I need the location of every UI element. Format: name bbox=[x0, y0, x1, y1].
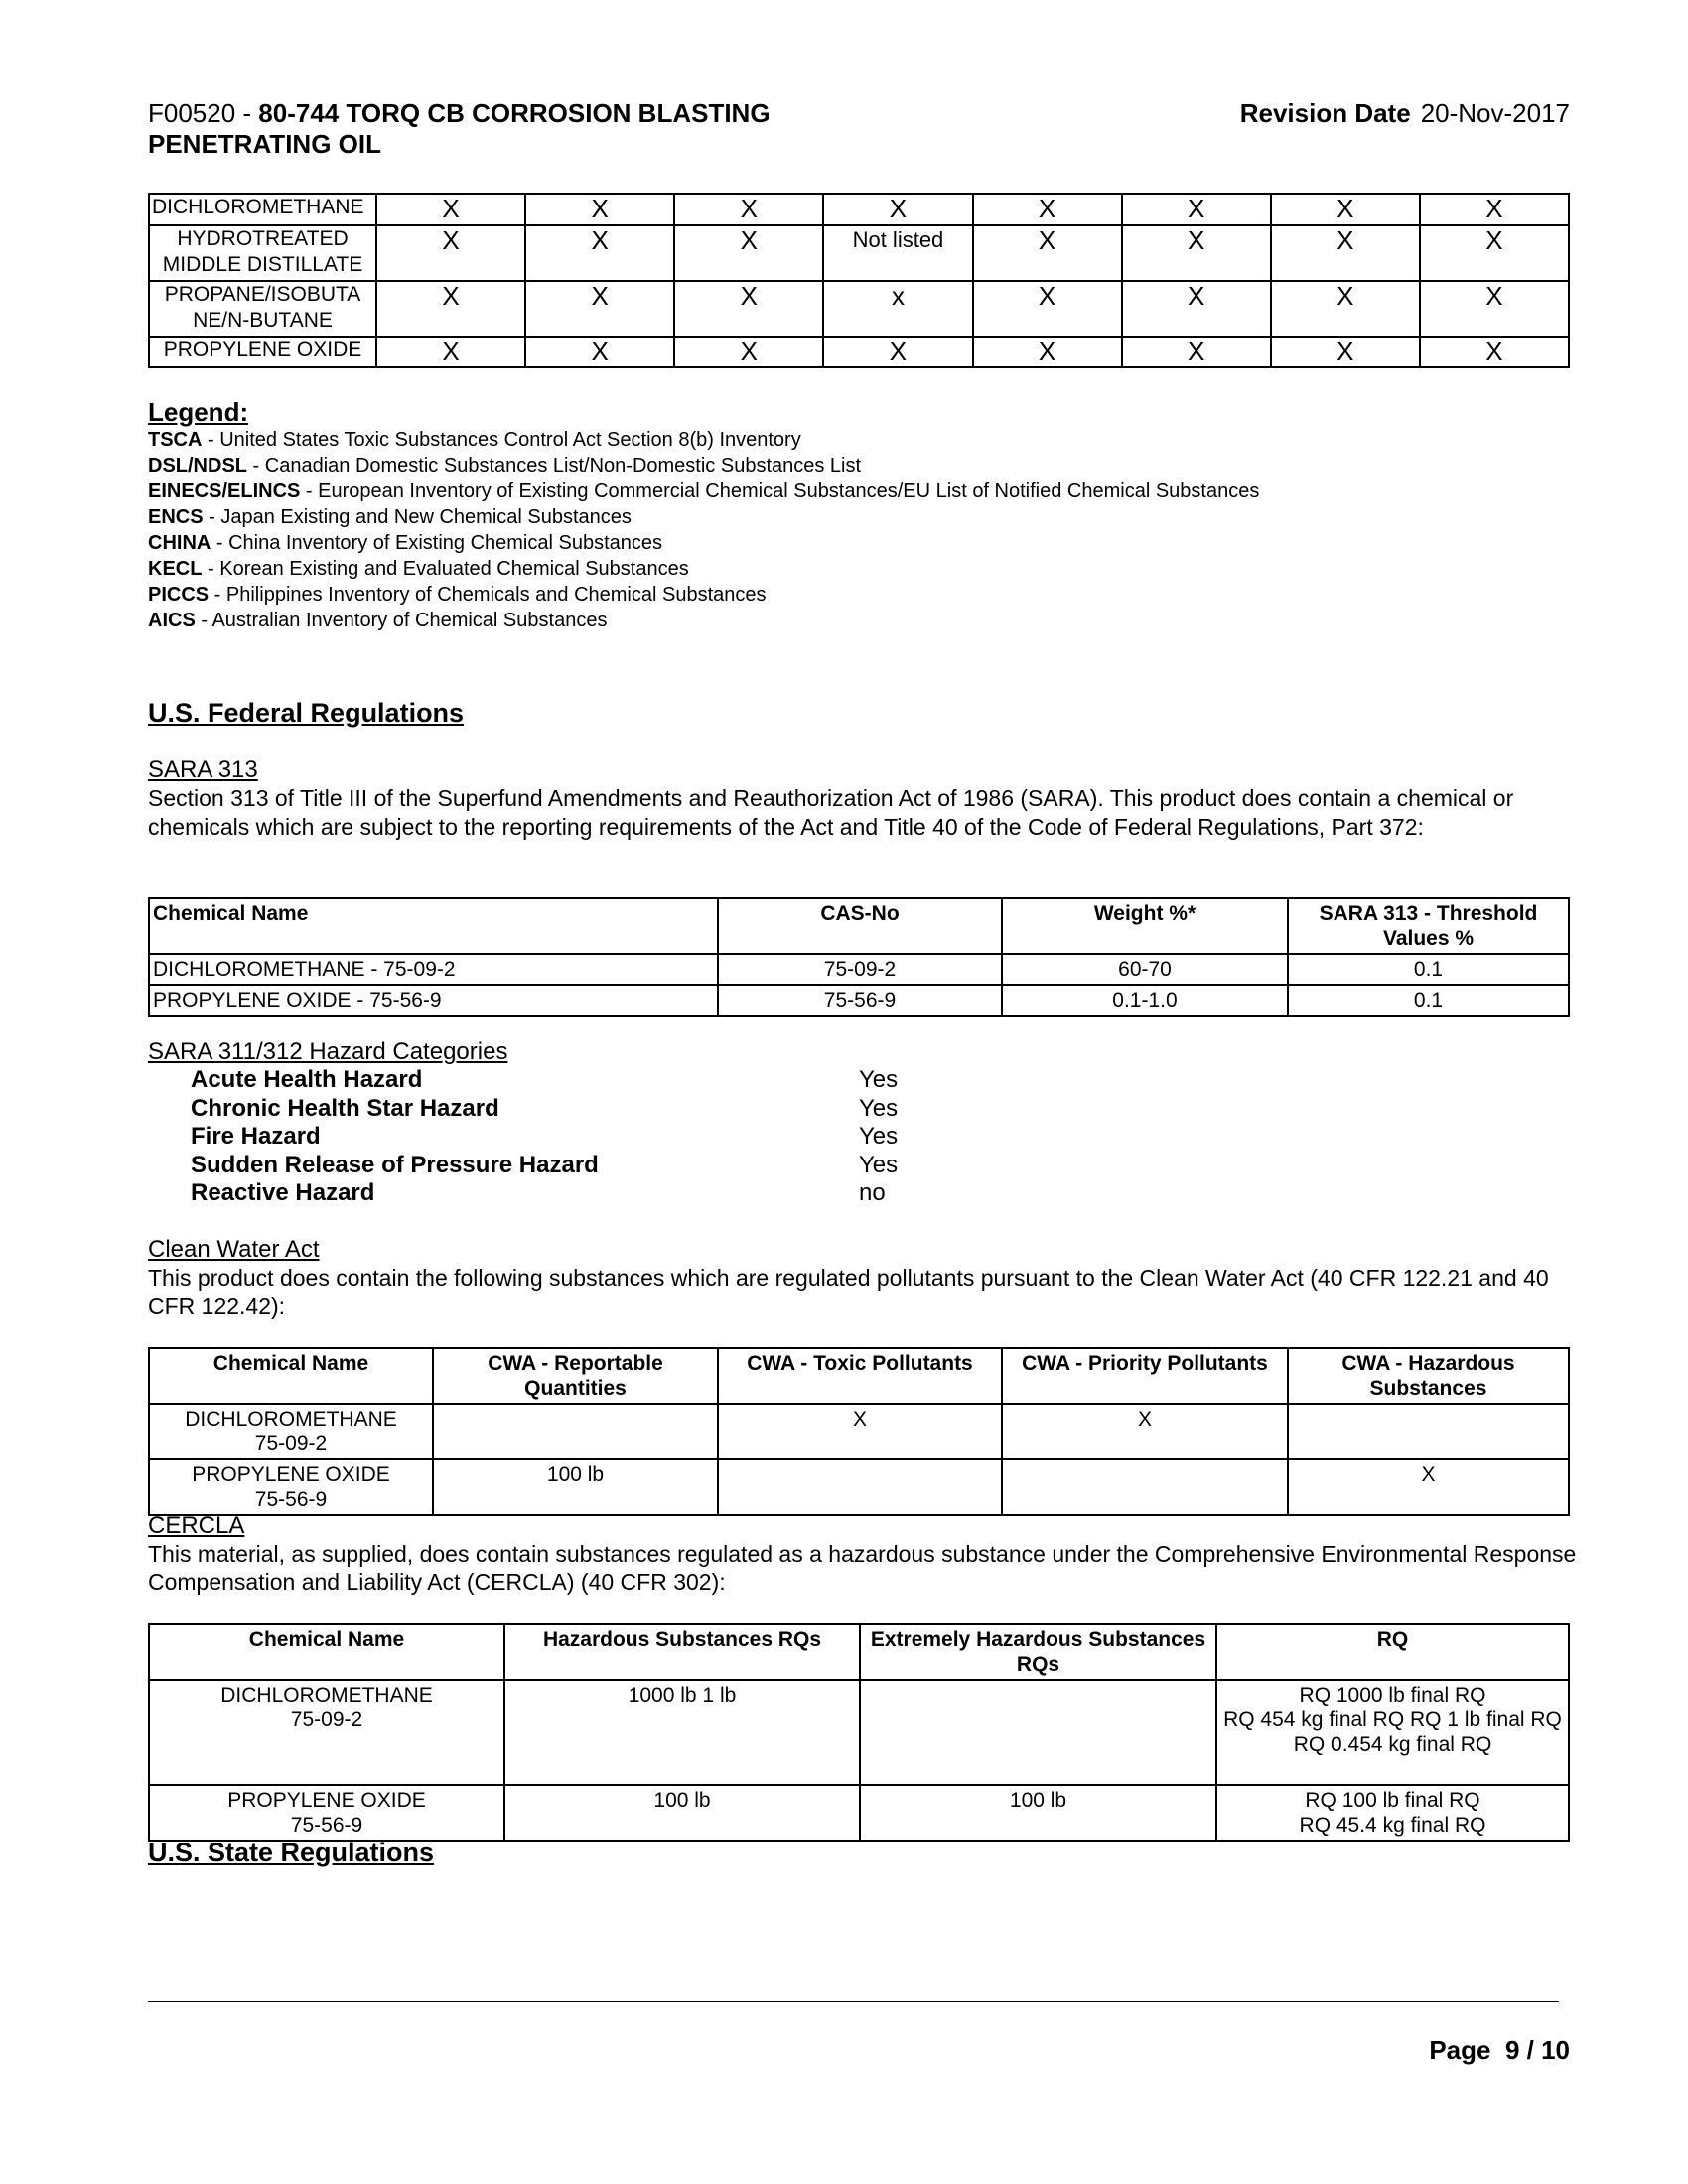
legend-item bbox=[148, 582, 1259, 608]
column-header: RQ bbox=[1216, 1624, 1569, 1680]
hazard-item bbox=[191, 1066, 898, 1095]
header-row bbox=[149, 898, 1569, 954]
cercla-table bbox=[148, 1623, 1570, 1842]
table-cell: DICHLOROMETHANE - 75-09-2 bbox=[149, 954, 718, 985]
table-row bbox=[149, 1459, 1569, 1515]
sara311-section bbox=[148, 1038, 898, 1208]
table-cell: 100 lb bbox=[504, 1785, 860, 1841]
header-row bbox=[149, 1624, 1569, 1680]
inventory-cell: X bbox=[525, 337, 674, 367]
inventory-cell: X bbox=[973, 281, 1122, 337]
table-cell: 100 lb bbox=[860, 1785, 1216, 1841]
legend-item bbox=[148, 608, 1259, 633]
legend-item bbox=[148, 530, 1259, 556]
legend-abbr: CHINA bbox=[148, 532, 211, 554]
table-cell: RQ 1000 lb final RQ RQ 454 kg final RQ RQ 1 lb final RQ RQ 0.454 kg final RQ bbox=[1216, 1680, 1569, 1785]
table-row bbox=[149, 954, 1569, 985]
legend-abbr: TSCA bbox=[148, 429, 203, 451]
legend-abbr: ENCS bbox=[148, 506, 204, 528]
cercla-text: This material, as supplied, does contain substances regulated as a hazardous substance under the Comprehensive Environmental Response Compensation and Liability Act (CERCLA) (40 CFR 302): bbox=[148, 1541, 1577, 1595]
hazard-value: Yes bbox=[859, 1066, 899, 1093]
table-row bbox=[149, 1785, 1569, 1841]
table-cell: X bbox=[1002, 1404, 1288, 1459]
table-cell: 60-70 bbox=[1002, 954, 1288, 985]
page-number bbox=[1429, 2035, 1570, 2066]
column-header: Weight %* bbox=[1002, 898, 1288, 954]
inventory-cell: X bbox=[376, 225, 525, 281]
inventory-table bbox=[148, 193, 1570, 368]
table-cell: 0.1 bbox=[1288, 954, 1569, 985]
chemical-name: DICHLOROMETHANE bbox=[149, 194, 376, 225]
legend-abbr: KECL bbox=[148, 558, 203, 580]
table-row bbox=[149, 1680, 1569, 1785]
column-header: Chemical Name bbox=[149, 898, 718, 954]
chemical-name: HYDROTREATED MIDDLE DISTILLATE bbox=[149, 225, 376, 281]
legend-item bbox=[148, 453, 1259, 478]
table-cell: 0.1-1.0 bbox=[1002, 985, 1288, 1016]
table-cell: X bbox=[1288, 1459, 1569, 1515]
cwa-title: Clean Water Act bbox=[148, 1236, 320, 1263]
table-cell bbox=[860, 1680, 1216, 1785]
inventory-cell: X bbox=[1122, 281, 1271, 337]
legend-desc: - United States Toxic Substances Control Act Section 8(b) Inventory bbox=[202, 429, 801, 451]
table-cell: RQ 100 lb final RQ RQ 45.4 kg final RQ bbox=[1216, 1785, 1569, 1841]
inventory-cell: X bbox=[376, 194, 525, 225]
chemical-name: PROPANE/ISOBUTA NE/N-BUTANE bbox=[149, 281, 376, 337]
legend-desc: - European Inventory of Existing Commercial Chemical Substances/EU List of Notified Chemical Substances bbox=[300, 480, 1260, 502]
legend-item bbox=[148, 504, 1259, 530]
legend-abbr: DSL/NDSL bbox=[148, 455, 247, 477]
inventory-cell: Not listed bbox=[823, 225, 972, 281]
inventory-cell: X bbox=[674, 194, 823, 225]
inventory-cell: X bbox=[1271, 337, 1420, 367]
hazard-value: Yes bbox=[859, 1094, 899, 1122]
legend-desc: - Philippines Inventory of Chemicals and Chemical Substances bbox=[209, 584, 767, 606]
state-regulations-heading: U.S. State Regulations bbox=[148, 1838, 435, 1867]
inventory-cell: X bbox=[823, 194, 972, 225]
hazard-label: Fire Hazard bbox=[191, 1123, 321, 1150]
inventory-cell: X bbox=[1122, 194, 1271, 225]
inventory-cell: X bbox=[1420, 194, 1569, 225]
hazard-label: Chronic Health Star Hazard bbox=[191, 1094, 499, 1122]
cwa-text: This product does contain the following substances which are regulated pollutants pursuant to the Clean Water Act (40 CFR 122.21 and 40 CFR 122.42): bbox=[148, 1265, 1549, 1319]
cwa-section bbox=[148, 1236, 1578, 1320]
table-cell bbox=[1288, 1404, 1569, 1459]
table-cell: DICHLOROMETHANE 75-09-2 bbox=[149, 1404, 433, 1459]
revision-label: Revision Date bbox=[1239, 98, 1411, 128]
cwa-table bbox=[148, 1347, 1570, 1516]
legend-title: Legend: bbox=[148, 397, 249, 427]
inventory-cell: X bbox=[1271, 225, 1420, 281]
legend-item bbox=[148, 478, 1259, 504]
hazard-label: Acute Health Hazard bbox=[191, 1066, 423, 1093]
inventory-cell: X bbox=[1420, 225, 1569, 281]
table-cell: 0.1 bbox=[1288, 985, 1569, 1016]
inventory-cell: X bbox=[1420, 337, 1569, 367]
legend-item bbox=[148, 556, 1259, 582]
legend-desc: - Australian Inventory of Chemical Substances bbox=[195, 610, 608, 631]
inventory-cell: x bbox=[823, 281, 972, 337]
cercla-title: CERCLA bbox=[148, 1512, 245, 1539]
cercla-section bbox=[148, 1512, 1578, 1596]
footer-divider bbox=[148, 2001, 1559, 2002]
legend-abbr: EINECS/ELINCS bbox=[148, 480, 301, 502]
legend-desc: - Canadian Domestic Substances List/Non-Domestic Substances List bbox=[247, 455, 862, 477]
column-header: SARA 313 - Threshold Values % bbox=[1288, 898, 1569, 954]
table-cell: X bbox=[718, 1404, 1002, 1459]
legend-abbr: PICCS bbox=[148, 584, 210, 606]
column-header: CAS-No bbox=[718, 898, 1002, 954]
legend-abbr: AICS bbox=[148, 610, 196, 631]
title-line2: PENETRATING OIL bbox=[148, 129, 381, 159]
sara313-text: Section 313 of Title III of the Superfund Amendments and Reauthorization Act of 1986 (SARA). This product does contain a chemical or chemicals which are subject to the reporting requirements of the Act and Title 40 of the Code of Federal Regulations, Part 372: bbox=[148, 785, 1514, 840]
inventory-cell: X bbox=[973, 337, 1122, 367]
sara313-section bbox=[148, 756, 1578, 841]
inventory-cell: X bbox=[973, 225, 1122, 281]
legend-desc: - Japan Existing and New Chemical Substances bbox=[203, 506, 632, 528]
inventory-cell: X bbox=[525, 225, 674, 281]
legend-desc: - Korean Existing and Evaluated Chemical Substances bbox=[202, 558, 689, 580]
column-header: Chemical Name bbox=[149, 1348, 433, 1404]
table-row bbox=[149, 1404, 1569, 1459]
column-header: CWA - Toxic Pollutants bbox=[718, 1348, 1002, 1404]
federal-regulations-heading: U.S. Federal Regulations bbox=[148, 698, 465, 728]
hazard-value: no bbox=[859, 1179, 886, 1206]
column-header: Extremely Hazardous Substances RQs bbox=[860, 1624, 1216, 1680]
table-cell: PROPYLENE OXIDE 75-56-9 bbox=[149, 1459, 433, 1515]
sara313-title: SARA 313 bbox=[148, 756, 258, 783]
table-cell bbox=[718, 1459, 1002, 1515]
header-row bbox=[149, 1348, 1569, 1404]
hazard-label: Sudden Release of Pressure Hazard bbox=[191, 1151, 599, 1178]
inventory-cell: X bbox=[1420, 281, 1569, 337]
hazard-item bbox=[191, 1152, 898, 1180]
inventory-row bbox=[149, 337, 1569, 367]
sara313-table bbox=[148, 897, 1570, 1017]
legend-item bbox=[148, 427, 1259, 453]
revision-value: 20-Nov-2017 bbox=[1420, 98, 1570, 128]
revision-date bbox=[1240, 98, 1570, 129]
table-cell: PROPYLENE OXIDE 75-56-9 bbox=[149, 1785, 504, 1841]
hazard-label: Reactive Hazard bbox=[191, 1179, 375, 1206]
column-header: Hazardous Substances RQs bbox=[504, 1624, 860, 1680]
inventory-cell: X bbox=[1122, 337, 1271, 367]
inventory-cell: X bbox=[525, 194, 674, 225]
table-cell: 75-09-2 bbox=[718, 954, 1002, 985]
table-cell bbox=[1002, 1459, 1288, 1515]
legend-desc: - China Inventory of Existing Chemical Substances bbox=[211, 532, 663, 554]
title-line1: 80-744 TORQ CB CORROSION BLASTING bbox=[258, 98, 771, 128]
column-header: CWA - Reportable Quantities bbox=[433, 1348, 718, 1404]
column-header: CWA - Hazardous Substances bbox=[1288, 1348, 1569, 1404]
inventory-cell: X bbox=[1271, 281, 1420, 337]
inventory-cell: X bbox=[525, 281, 674, 337]
sara311-title: SARA 311/312 Hazard Categories bbox=[148, 1038, 508, 1065]
hazard-item bbox=[191, 1123, 898, 1152]
inventory-cell: X bbox=[674, 281, 823, 337]
inventory-cell: X bbox=[1122, 225, 1271, 281]
table-cell bbox=[433, 1404, 718, 1459]
hazard-value: Yes bbox=[859, 1151, 899, 1178]
legend bbox=[148, 397, 1259, 633]
inventory-cell: X bbox=[823, 337, 972, 367]
column-header: Chemical Name bbox=[149, 1624, 504, 1680]
table-row bbox=[149, 985, 1569, 1016]
hazard-item bbox=[191, 1179, 898, 1208]
inventory-row bbox=[149, 225, 1569, 281]
hazard-item bbox=[191, 1095, 898, 1124]
inventory-cell: X bbox=[376, 337, 525, 367]
inventory-cell: X bbox=[973, 194, 1122, 225]
inventory-cell: X bbox=[1271, 194, 1420, 225]
table-cell: 75-56-9 bbox=[718, 985, 1002, 1016]
page-value: 9 / 10 bbox=[1504, 2035, 1570, 2065]
table-cell: DICHLOROMETHANE 75-09-2 bbox=[149, 1680, 504, 1785]
inventory-cell: X bbox=[376, 281, 525, 337]
table-cell: PROPYLENE OXIDE - 75-56-9 bbox=[149, 985, 718, 1016]
table-cell: 100 lb bbox=[433, 1459, 718, 1515]
hazard-value: Yes bbox=[859, 1123, 899, 1150]
inventory-row bbox=[149, 194, 1569, 225]
inventory-cell: X bbox=[674, 225, 823, 281]
page-label: Page bbox=[1429, 2035, 1491, 2065]
column-header: CWA - Priority Pollutants bbox=[1002, 1348, 1288, 1404]
inventory-cell: X bbox=[674, 337, 823, 367]
doc-id: F00520 - bbox=[148, 98, 259, 128]
document-title bbox=[148, 98, 771, 160]
chemical-name: PROPYLENE OXIDE bbox=[149, 337, 376, 367]
table-cell: 1000 lb 1 lb bbox=[504, 1680, 860, 1785]
inventory-row bbox=[149, 281, 1569, 337]
